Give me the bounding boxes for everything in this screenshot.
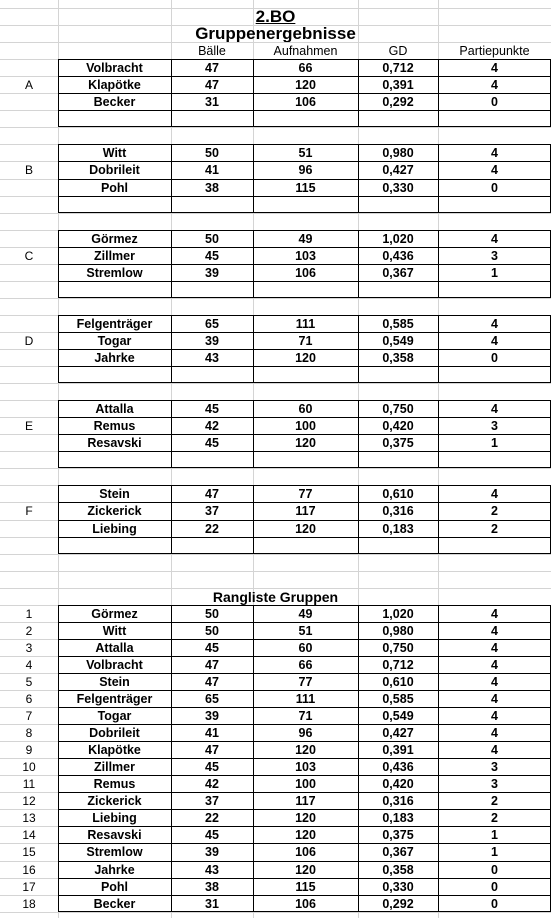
points-value: 0	[491, 879, 498, 894]
gridline-horizontal	[0, 554, 551, 555]
rank-number: 7	[25, 708, 33, 723]
innings-value: 100	[295, 418, 316, 433]
balls-value: 45	[205, 401, 219, 416]
gd-value: 0,375	[382, 435, 414, 450]
balls-value: 37	[205, 793, 219, 808]
points-value: 4	[491, 163, 498, 177]
balls-value: 50	[205, 231, 219, 246]
innings-value: 117	[295, 504, 316, 518]
rank-number: 6	[25, 691, 33, 706]
player-name: Togar	[97, 333, 132, 348]
group-label: A	[24, 77, 33, 92]
innings-value: 96	[298, 725, 313, 740]
innings-value: 106	[295, 896, 316, 911]
ranking-title: Rangliste Gruppen	[212, 588, 339, 605]
header-partiepunkte: Partiepunkte	[459, 43, 530, 58]
balls-value: 45	[205, 435, 219, 450]
innings-value: 96	[298, 163, 313, 177]
balls-value: 42	[205, 776, 219, 791]
balls-value: 45	[205, 759, 219, 774]
player-name: Pohl	[100, 180, 129, 195]
gd-value: 0,292	[382, 94, 414, 109]
player-name: Pohl	[100, 879, 129, 894]
gd-value: 0,427	[382, 163, 414, 177]
innings-value: 51	[298, 145, 313, 160]
gd-value: 0,427	[382, 725, 414, 740]
gd-value: 0,183	[382, 810, 414, 825]
points-value: 1	[491, 265, 498, 280]
group-label: B	[24, 163, 33, 177]
header-baelle: Bälle	[198, 43, 226, 58]
row-border	[58, 110, 551, 111]
rank-number: 4	[25, 657, 33, 672]
innings-value: 120	[295, 742, 316, 757]
points-value: 0	[491, 94, 498, 109]
rank-number: 12	[22, 793, 36, 808]
points-value: 4	[491, 145, 498, 160]
points-value: 0	[491, 862, 498, 877]
balls-value: 50	[205, 606, 219, 621]
innings-value: 60	[298, 640, 313, 655]
rank-number: 10	[22, 759, 36, 774]
rank-number: 17	[22, 879, 36, 894]
player-name: Zillmer	[94, 759, 135, 774]
balls-value: 50	[205, 623, 219, 638]
points-value: 4	[491, 333, 498, 348]
innings-value: 103	[295, 248, 316, 263]
row-border	[58, 451, 551, 452]
player-name: Felgenträger	[76, 691, 153, 706]
gd-value: 0,316	[382, 504, 414, 518]
gd-value: 0,391	[382, 742, 414, 757]
gridline-horizontal	[0, 383, 551, 384]
player-name: Attalla	[95, 640, 134, 655]
balls-value: 39	[205, 333, 219, 348]
gd-value: 0,183	[382, 521, 414, 536]
innings-value: 66	[298, 60, 313, 75]
player-name: Görmez	[91, 606, 138, 621]
gd-value: 0,980	[382, 145, 414, 160]
rank-number: 9	[25, 742, 33, 757]
balls-value: 47	[205, 657, 219, 672]
player-name: Witt	[102, 145, 127, 160]
gd-value: 0,330	[382, 180, 414, 195]
row-border	[58, 537, 551, 538]
points-value: 3	[491, 759, 498, 774]
gd-value: 0,330	[382, 879, 414, 894]
balls-value: 39	[205, 708, 219, 723]
player-name: Stremlow	[86, 845, 143, 859]
innings-value: 77	[298, 486, 313, 501]
balls-value: 37	[205, 504, 219, 518]
innings-value: 49	[298, 606, 313, 621]
innings-value: 103	[295, 759, 316, 774]
balls-value: 47	[205, 77, 219, 92]
points-value: 3	[491, 776, 498, 791]
rank-number: 8	[25, 725, 33, 740]
player-name: Stein	[99, 486, 130, 501]
player-name: Remus	[93, 418, 136, 433]
balls-value: 31	[205, 896, 219, 911]
header-aufnahmen: Aufnahmen	[273, 43, 338, 58]
balls-value: 41	[205, 163, 219, 177]
innings-value: 66	[298, 657, 313, 672]
points-value: 4	[491, 725, 498, 740]
gd-value: 0,292	[382, 896, 414, 911]
innings-value: 120	[295, 435, 316, 450]
balls-value: 22	[205, 810, 219, 825]
gd-value: 0,980	[382, 623, 414, 638]
balls-value: 50	[205, 145, 219, 160]
gd-value: 0,549	[382, 333, 414, 348]
innings-value: 100	[295, 776, 316, 791]
points-value: 4	[491, 742, 498, 757]
gd-value: 0,549	[382, 708, 414, 723]
gd-value: 0,712	[382, 60, 414, 75]
gd-value: 1,020	[382, 606, 414, 621]
group-label: E	[24, 418, 33, 433]
balls-value: 45	[205, 827, 219, 842]
rank-number: 11	[22, 776, 36, 791]
balls-value: 47	[205, 674, 219, 689]
row-border	[58, 196, 551, 197]
rank-number: 16	[22, 862, 36, 877]
rank-number: 3	[25, 640, 33, 655]
innings-value: 106	[295, 94, 316, 109]
rank-number: 15	[22, 845, 36, 859]
innings-value: 120	[295, 350, 316, 365]
innings-value: 71	[298, 333, 313, 348]
gd-value: 0,750	[382, 640, 414, 655]
player-name: Volbracht	[86, 657, 143, 672]
points-value: 4	[491, 674, 498, 689]
innings-value: 60	[298, 401, 313, 416]
innings-value: 106	[295, 265, 316, 280]
gridline-horizontal	[0, 912, 551, 913]
points-value: 4	[491, 60, 498, 75]
innings-value: 111	[295, 691, 316, 706]
balls-value: 31	[205, 94, 219, 109]
rank-number: 14	[22, 827, 36, 842]
innings-value: 120	[295, 827, 316, 842]
points-value: 2	[491, 504, 498, 518]
innings-value: 115	[295, 879, 316, 894]
balls-value: 41	[205, 725, 219, 740]
player-name: Jahrke	[94, 862, 135, 877]
balls-value: 47	[205, 742, 219, 757]
gd-value: 1,020	[382, 231, 414, 246]
gd-value: 0,436	[382, 759, 414, 774]
balls-value: 43	[205, 350, 219, 365]
balls-value: 47	[205, 486, 219, 501]
points-value: 2	[491, 521, 498, 536]
header-gd: GD	[388, 43, 408, 58]
points-value: 4	[491, 623, 498, 638]
points-value: 4	[491, 316, 498, 331]
gd-value: 0,750	[382, 401, 414, 416]
innings-value: 117	[295, 793, 316, 808]
rank-number: 5	[25, 674, 33, 689]
sheet-title: 2.BO	[255, 8, 296, 25]
player-name: Dobrileit	[89, 725, 140, 740]
gd-value: 0,420	[382, 776, 414, 791]
row-border	[58, 281, 551, 282]
gd-value: 0,420	[382, 418, 414, 433]
player-name: Stremlow	[86, 265, 143, 280]
points-value: 4	[491, 657, 498, 672]
player-name: Volbracht	[86, 60, 143, 75]
balls-value: 22	[205, 521, 219, 536]
innings-value: 120	[295, 521, 316, 536]
innings-value: 120	[295, 862, 316, 877]
points-value: 1	[491, 827, 498, 842]
innings-value: 49	[298, 231, 313, 246]
gd-value: 0,585	[382, 691, 414, 706]
innings-value: 115	[295, 180, 316, 195]
points-value: 0	[491, 350, 498, 365]
player-name: Klapötke	[88, 77, 141, 92]
points-value: 2	[491, 793, 498, 808]
points-value: 4	[491, 231, 498, 246]
player-name: Zillmer	[94, 248, 135, 263]
gd-value: 0,585	[382, 316, 414, 331]
gd-value: 0,375	[382, 827, 414, 842]
player-name: Stein	[99, 674, 130, 689]
points-value: 4	[491, 486, 498, 501]
gd-value: 0,610	[382, 486, 414, 501]
balls-value: 47	[205, 60, 219, 75]
gridline-horizontal	[0, 127, 551, 128]
group-label: F	[25, 504, 33, 518]
player-name: Becker	[93, 94, 136, 109]
points-value: 3	[491, 248, 498, 263]
points-value: 1	[491, 435, 498, 450]
rank-number: 13	[22, 810, 36, 825]
points-value: 4	[491, 77, 498, 92]
gd-value: 0,316	[382, 793, 414, 808]
balls-value: 45	[205, 248, 219, 263]
balls-value: 42	[205, 418, 219, 433]
player-name: Becker	[93, 896, 136, 911]
rank-number: 1	[25, 606, 33, 621]
gd-value: 0,436	[382, 248, 414, 263]
player-name: Zickerick	[87, 504, 142, 518]
balls-value: 38	[205, 180, 219, 195]
points-value: 1	[491, 845, 498, 859]
group-label: C	[24, 248, 34, 263]
player-name: Zickerick	[87, 793, 142, 808]
points-value: 4	[491, 691, 498, 706]
points-value: 4	[491, 606, 498, 621]
rank-number: 2	[25, 623, 33, 638]
gridline-horizontal	[0, 213, 551, 214]
player-name: Remus	[93, 776, 136, 791]
gridline-horizontal	[0, 571, 551, 572]
rank-number: 18	[22, 896, 36, 911]
balls-value: 45	[205, 640, 219, 655]
balls-value: 43	[205, 862, 219, 877]
player-name: Witt	[102, 623, 127, 638]
player-name: Felgenträger	[76, 316, 153, 331]
gd-value: 0,367	[382, 265, 414, 280]
points-value: 2	[491, 810, 498, 825]
player-name: Resavski	[87, 827, 142, 842]
balls-value: 65	[205, 316, 219, 331]
gd-value: 0,610	[382, 674, 414, 689]
player-name: Jahrke	[94, 350, 135, 365]
points-value: 4	[491, 708, 498, 723]
group-label: D	[24, 333, 34, 348]
innings-value: 71	[298, 708, 313, 723]
points-value: 0	[491, 896, 498, 911]
balls-value: 65	[205, 691, 219, 706]
player-name: Dobrileit	[89, 163, 140, 177]
player-name: Liebing	[92, 810, 137, 825]
points-value: 4	[491, 401, 498, 416]
innings-value: 77	[298, 674, 313, 689]
balls-value: 38	[205, 879, 219, 894]
sheet-subtitle: Gruppenergebnisse	[195, 25, 356, 42]
gridline-horizontal	[0, 298, 551, 299]
points-value: 4	[491, 640, 498, 655]
player-name: Attalla	[95, 401, 134, 416]
balls-value: 39	[205, 845, 219, 859]
innings-value: 51	[298, 623, 313, 638]
player-name: Togar	[97, 708, 132, 723]
points-value: 0	[491, 180, 498, 195]
gd-value: 0,358	[382, 350, 414, 365]
player-name: Resavski	[87, 435, 142, 450]
points-value: 3	[491, 418, 498, 433]
gridline-horizontal	[0, 468, 551, 469]
player-name: Klapötke	[88, 742, 141, 757]
innings-value: 111	[295, 316, 316, 331]
gd-value: 0,367	[382, 845, 414, 859]
innings-value: 120	[295, 77, 316, 92]
player-name: Liebing	[92, 521, 137, 536]
gd-value: 0,358	[382, 862, 414, 877]
row-border	[58, 366, 551, 367]
innings-value: 120	[295, 810, 316, 825]
balls-value: 39	[205, 265, 219, 280]
gd-value: 0,712	[382, 657, 414, 672]
player-name: Görmez	[91, 231, 138, 246]
innings-value: 106	[295, 845, 316, 859]
gd-value: 0,391	[382, 77, 414, 92]
